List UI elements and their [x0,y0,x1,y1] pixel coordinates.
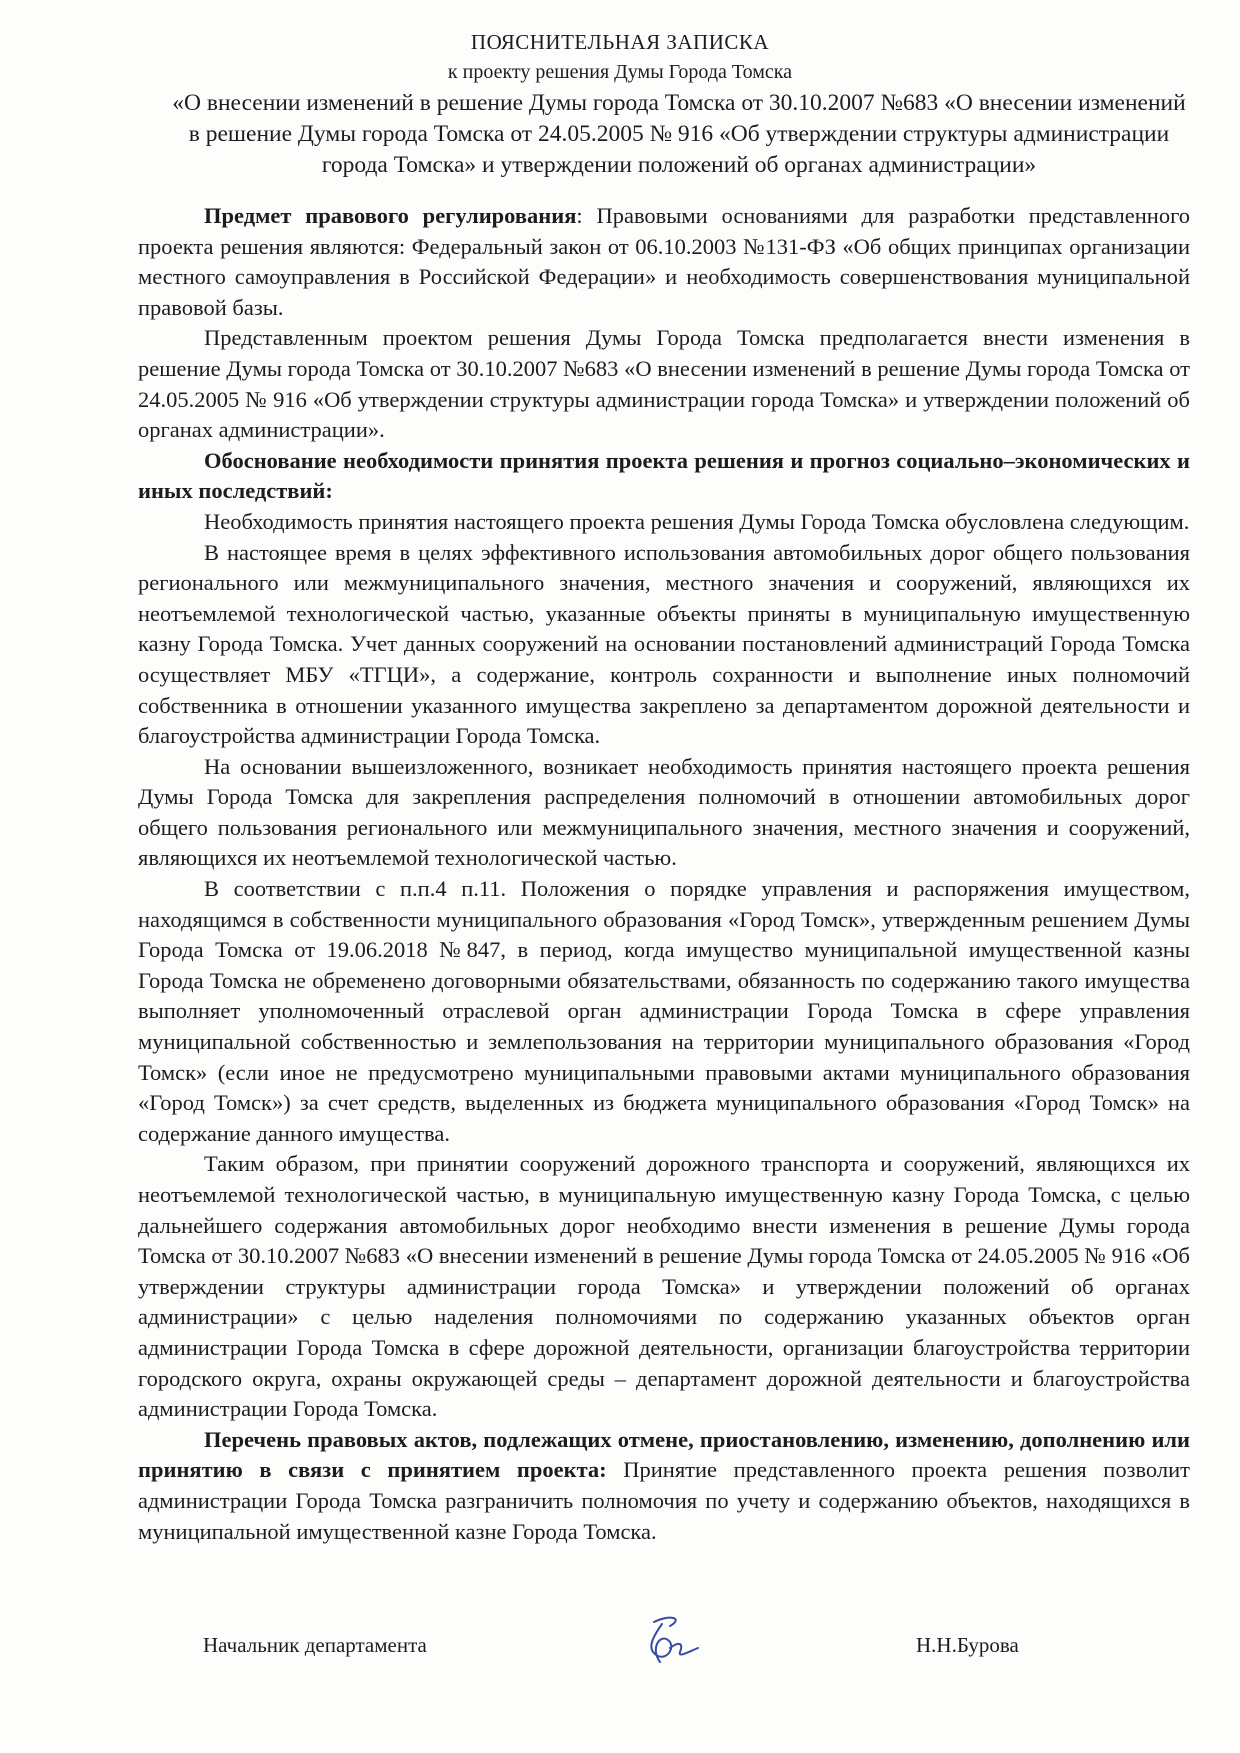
document-body [138,201,1190,1547]
signatory-position: Начальник департамента [203,1633,427,1657]
justification-paragraph-3: На основании вышеизложенного, возникает необходимость принятия настоящего проекта решения Думы Города Томска для закрепления распределения полномочий в отношении автомобильных дорог общего пользования регионального или межмуниципального значения, местного значения и сооружений, являющихся их неотъемлемой технологической частью. [138,753,1190,871]
justification-paragraph-5: Таким образом, при принятии сооружений дорожного транспорта и сооружений, являющихся их неотъемлемой технологической частью, в муниципальную имущественную казну Города Томска, с целью дальнейшего содержания автомобильных дорог необходимо внести изменения в решение Думы города Томска от 30.10.2007 №683 «О внесении изменений в решение Думы города Томска от 24.05.2005 № 916 «Об утверждении структуры администрации города Томска» и утверждении положений об органах администрации» с целью наделения полномочиями по содержанию указанных объектов орган администрации Города Томска в сфере дорожной деятельности, организации благоустройства территории городского округа, охраны окружающей среды – департамент дорожной деятельности и благоустройства администрации Города Томска. [138,1151,1190,1422]
regulation-paragraph [138,201,1190,323]
regulation-text: : Правовыми основаниями для разработки представленного проекта решения являются: Федеральный закон от 06.10.2003 №131-ФЗ «Об общих принципах организации местного самоуправления в Российской Федерации» и необходимость совершенствования муниципальной правовой базы. [138,203,1190,320]
document-title: ПОЯСНИТЕЛЬНАЯ ЗАПИСКА [470,30,770,54]
acts-text: Принятие представленного проекта решения позволит администрации Города Томска разграничить полномочия по учету и содержанию объектов, находящихся в муниципальной имущественной казне Города Томска. [138,1457,1190,1544]
justification-heading: Обоснование необходимости принятия проекта решения и прогноз социально–экономических и иных последствий: [138,447,1190,504]
justification-paragraph-2: В настоящее время в целях эффективного использования автомобильных дорог общего пользования регионального или межмуниципального значения, местного значения и сооружений, являющихся их неотъемлемой технологической частью, указанные объекты приняты в муниципальную имущественную казну Города Томска. Учет данных сооружений на основании постановлений администраций Города Томска осуществляет МБУ «ТГЦИ», а содержание, контроль сохранности и выполнение иных полномочий собственника в отношении указанного имущества закреплено за департаментом дорожной деятельности и благоустройства администрации Города Томска. [138,539,1190,749]
acts-heading: Перечень правовых актов, подлежащих отмене, приостановлению, изменению, дополнению или принятию в связи с принятием проекта: [138,1426,1190,1483]
justification-paragraph-4: В соответствии с п.п.4 п.11. Положения о порядке управления и распоряжения имуществом, находящимся в собственности муниципального образования «Город Томск», утвержденным решением Думы Города Томска от 19.06.2018 №847, в период, когда имущество муниципальной имущественной казны Города Томска не обременено договорными обязательствами, обязанность по содержанию такого имущества выполняет уполномоченный отраслевой орган администрации Города Томска в сфере управления муниципальной собственностью и землепользования на территории муниципального образования «Город Томск» (если иное не предусмотрено муниципальными правовыми актами муниципального образования «Город Томск») за счет средств, выделенных из бюджета муниципального образования «Город Томск» на содержание данного имущества. [138,876,1190,1146]
acts-paragraph [138,1425,1190,1547]
justification-paragraph-1: Необходимость принятия настоящего проекта решения Думы Города Томска обусловлена следующим. [204,508,1190,534]
regulation-paragraph-2: Представленным проектом решения Думы Города Томска предполагается внести изменения в решение Думы города Томска от 30.10.2007 №683 «О внесении изменений в решение Думы города Томска от 24.05.2005 № 916 «Об утверждении структуры администрации города Томска» и утверждении положений об органах администрации». [138,325,1190,443]
handwritten-signature [640,1612,720,1674]
document-subject: «О внесении изменений в решение Думы города Томска от 30.10.2007 №683 «О внесении изменений в решение Думы города Томска от 24.05.2005 № 916 «Об утверждении структуры администрации города Томска» и утверждении положений об органах администрации» [172,90,1186,178]
document-subtitle: к проекту решения Думы Города Томска [447,61,793,83]
signatory-name: Н.Н.Бурова [916,1633,1019,1657]
regulation-heading: Предмет правового регулирования [204,203,577,228]
